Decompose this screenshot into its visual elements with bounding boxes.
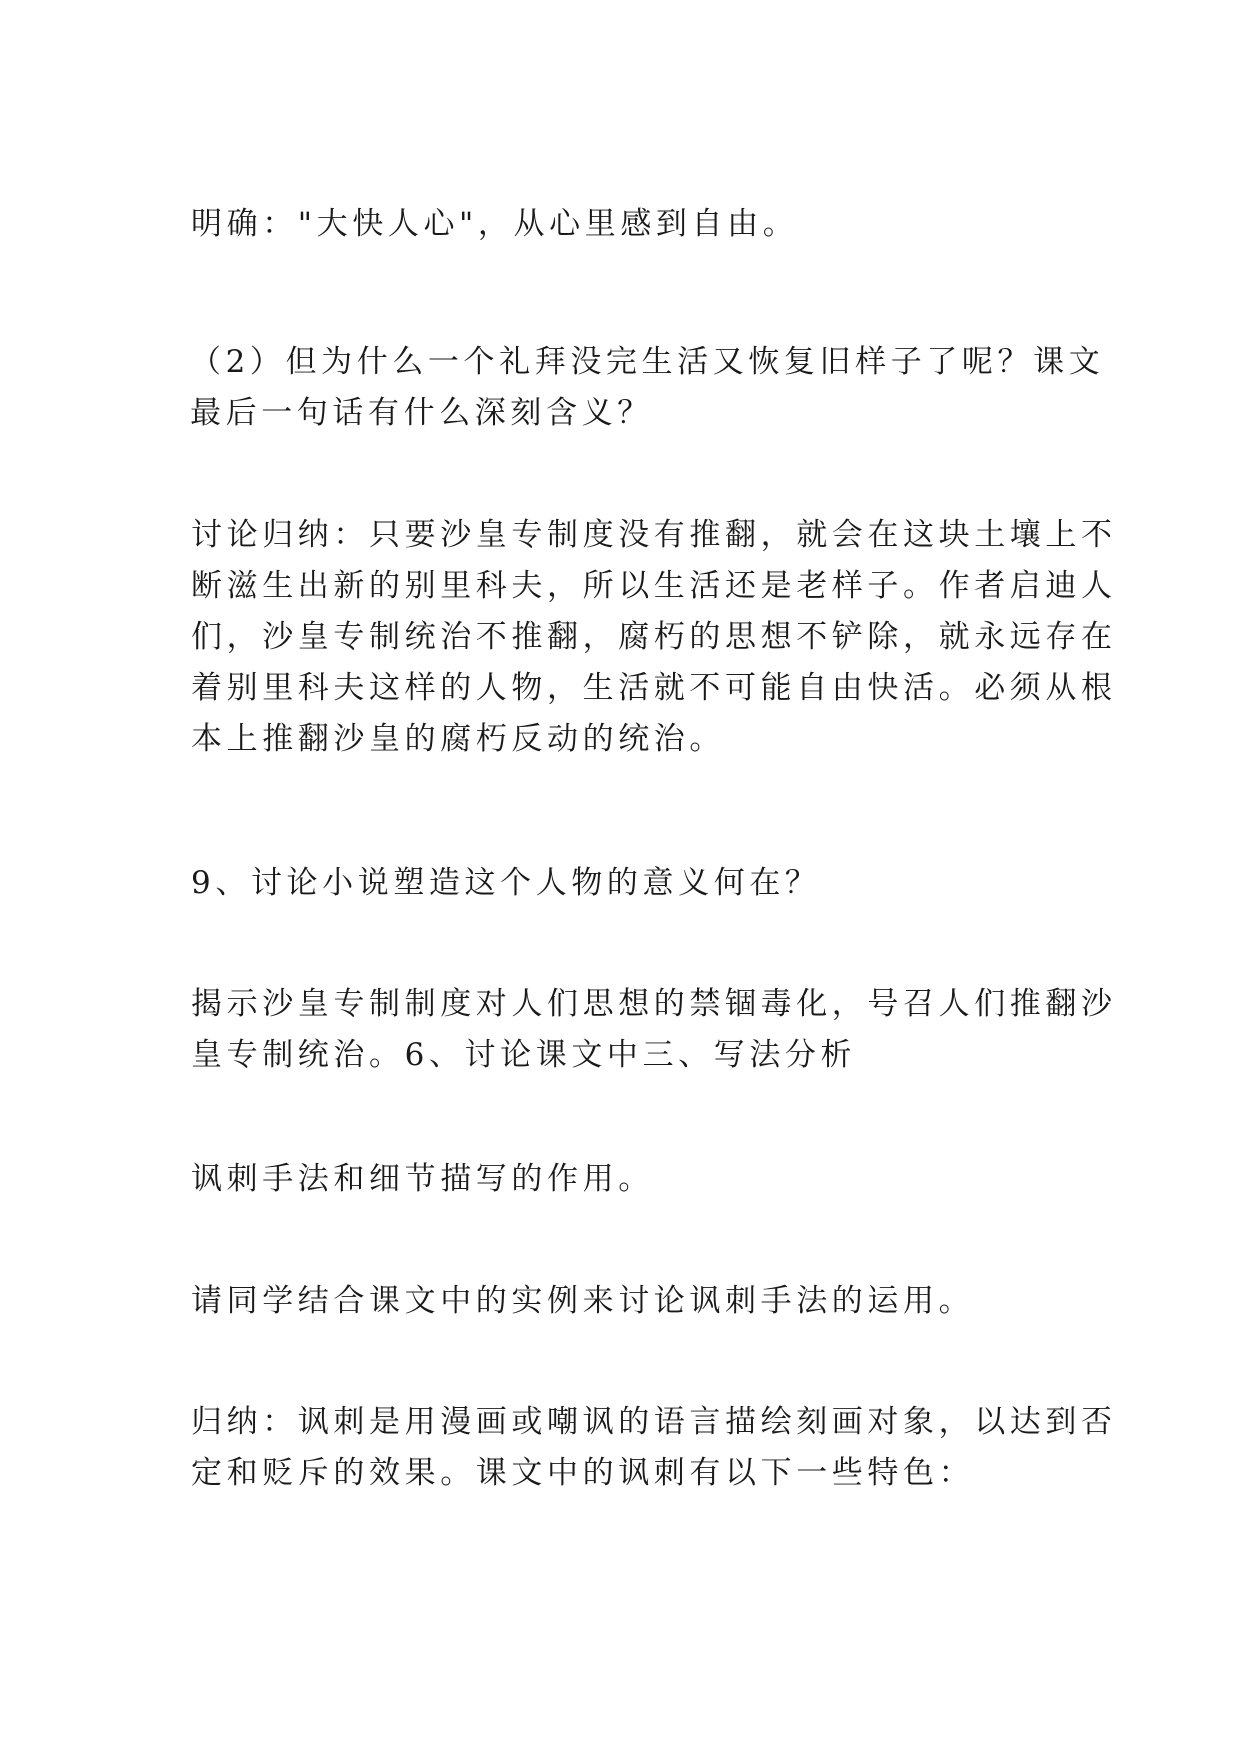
paragraph-clarification [191, 199, 1061, 250]
paragraph-question-9 [191, 858, 1061, 909]
text-line: 定和贬斥的效果。课文中的讽刺有以下一些特色： [191, 1455, 975, 1491]
text-line: 最后一句话有什么深刻含义？ [190, 395, 653, 431]
text-line: 们，沙皇专制统治不推翻，腐朽的思想不铲除，就永远存在 [191, 619, 1117, 655]
text-line: 请同学结合课文中的实例来讨论讽刺手法的运用。 [191, 1283, 975, 1319]
paragraph-question-2 [190, 337, 1105, 439]
paragraph-class-discussion [191, 1276, 1061, 1327]
paragraph-satire-summary [191, 1397, 1117, 1499]
text-line: 归纳：讽刺是用漫画或嘲讽的语言描绘刻画对象，以达到否 [191, 1404, 1117, 1440]
text-line: 讨论归纳：只要沙皇专制度没有推翻，就会在这块土壤上不 [191, 517, 1117, 553]
text-line: 讽刺手法和细节描写的作用。 [191, 1161, 654, 1197]
paragraph-satire-detail [191, 1154, 1061, 1205]
text-line: 皇专制统治。6、讨论课文中三、写法分析 [191, 1037, 857, 1073]
text-line: 着别里科夫这样的人物，生活就不可能自由快活。必须从根 [191, 670, 1117, 706]
text-line: 本上推翻沙皇的腐朽反动的统治。 [191, 721, 725, 757]
text-line: 断滋生出新的别里科夫，所以生活还是老样子。作者启迪人 [191, 568, 1117, 604]
text-line: 9、讨论小说塑造这个人物的意义何在？ [191, 865, 821, 901]
text-line: （2）但为什么一个礼拜没完生活又恢复旧样子了呢？课文 [190, 344, 1105, 380]
paragraph-significance [191, 979, 1117, 1081]
text-line: 明确："大快人心"，从心里感到自由。 [191, 206, 799, 242]
text-line: 揭示沙皇专制制度对人们思想的禁锢毒化，号召人们推翻沙 [191, 986, 1117, 1022]
paragraph-discussion-summary [191, 510, 1117, 765]
